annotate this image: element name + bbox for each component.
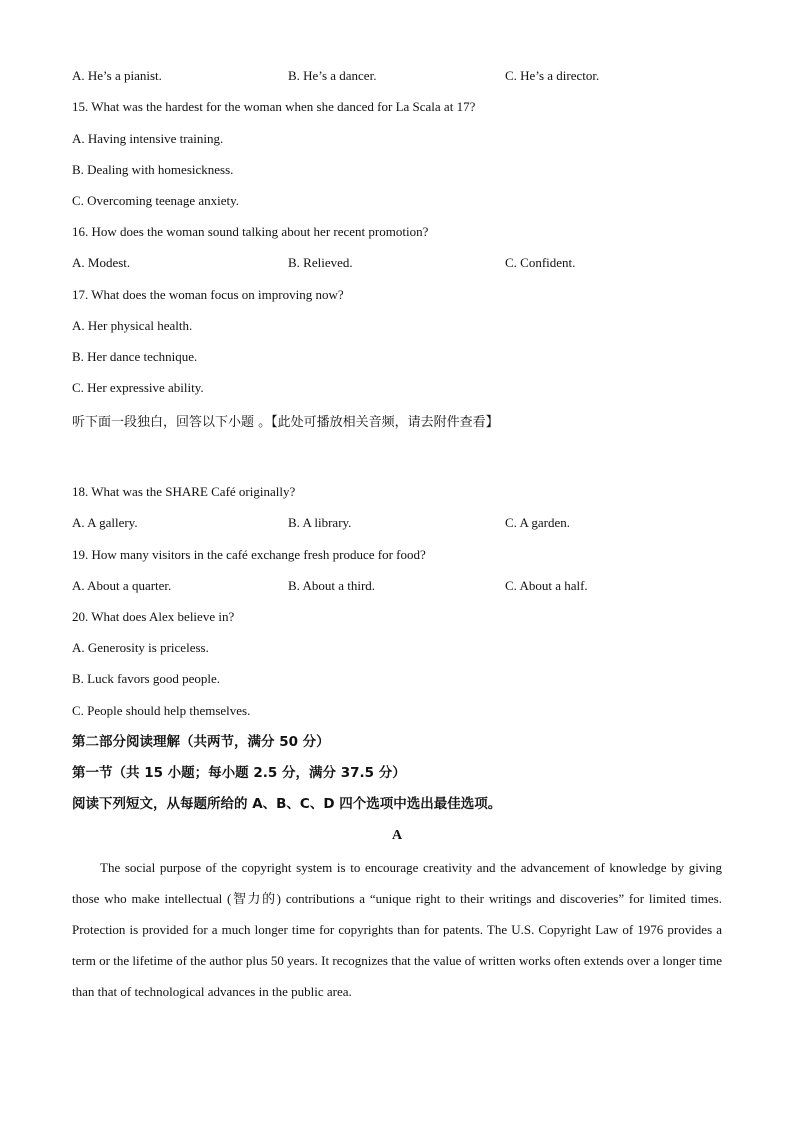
q14-option-b: B. He’s a dancer. — [288, 68, 377, 83]
q20-option-c: C. People should help themselves. — [72, 703, 251, 718]
section1-heading: 第一节（共 15 小题；每小题 2.5 分，满分 37.5 分） — [72, 765, 406, 781]
q17-option-b: B. Her dance technique. — [72, 349, 198, 364]
q15-option-c: C. Overcoming teenage anxiety. — [72, 193, 240, 208]
q14-option-a: A. He’s a pianist. — [72, 68, 162, 83]
q15-option-a: A. Having intensive training. — [72, 131, 224, 146]
part2-heading: 第二部分阅读理解（共两节，满分 50 分） — [72, 734, 330, 750]
q16-stem: 16. How does the woman sound talking about her recent promotion? — [72, 224, 429, 239]
reading-instruction: 阅读下列短文，从每题所给的 A、B、C、D 四个选项中选出最佳选项。 — [72, 796, 502, 812]
monologue-instruction: 听下面一段独白，回答以下小题 。【此处可播放相关音频，请去附件查看】 — [72, 415, 499, 430]
q14-option-c: C. He’s a director. — [505, 68, 600, 83]
passage-paragraph: The social purpose of the copyright system is to encourage creativity and the advancement of knowledge by giving those who make intellectual (智力的) contributions a “unique right to their writings and discoveries” for limited times. Protection is provided for a much longer time for copyrights than for patents. The U.S. Copyright Law of 1976 provides a term or the lifetime of the author plus 50 years. It recognizes that the value of written works often extends over a longer time than that of technological advances in the public area. — [72, 860, 722, 999]
q15-stem: 15. What was the hardest for the woman when she danced for La Scala at 17? — [72, 99, 476, 114]
q16-option-c: C. Confident. — [505, 255, 576, 270]
q16-option-b: B. Relieved. — [288, 255, 353, 270]
q20-option-b: B. Luck favors good people. — [72, 671, 221, 686]
q19-option-b: B. About a third. — [288, 578, 376, 593]
q15-option-b: B. Dealing with homesickness. — [72, 162, 234, 177]
passage-label: A — [391, 828, 403, 843]
q18-option-c: C. A garden. — [505, 515, 570, 530]
q19-option-a: A. About a quarter. — [72, 578, 172, 593]
q20-stem: 20. What does Alex believe in? — [72, 609, 235, 624]
q16-option-a: A. Modest. — [72, 255, 131, 270]
q20-option-a: A. Generosity is priceless. — [72, 640, 209, 655]
q19-stem: 19. How many visitors in the café exchange fresh produce for food? — [72, 547, 426, 562]
q17-option-a: A. Her physical health. — [72, 318, 193, 333]
q19-option-c: C. About a half. — [505, 578, 588, 593]
q18-stem: 18. What was the SHARE Café originally? — [72, 484, 296, 499]
q18-option-a: A. A gallery. — [72, 515, 138, 530]
q17-stem: 17. What does the woman focus on improving now? — [72, 287, 344, 302]
q17-option-c: C. Her expressive ability. — [72, 380, 204, 395]
q18-option-b: B. A library. — [288, 515, 352, 530]
